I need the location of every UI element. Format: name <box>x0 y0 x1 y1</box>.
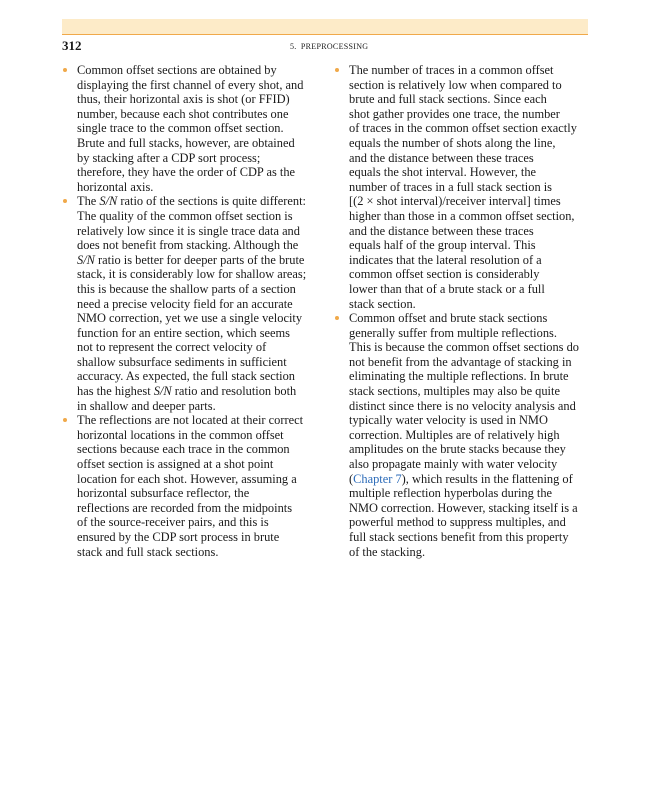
text-line: horizontal axis. <box>77 179 154 194</box>
bullet-dot-icon <box>63 68 67 72</box>
text-line: also propagate mainly with water velocity <box>349 457 558 472</box>
text-line: multiple reflection hyperbolas during the <box>349 486 553 501</box>
text-line: in shallow and deeper parts. <box>77 398 216 413</box>
bullet-dot-icon <box>63 418 67 422</box>
text-line: indicates that the lateral resolution of a <box>349 252 542 267</box>
text-line: shot gather provides one trace, the number <box>349 106 560 121</box>
text-line: displaying the first channel of every shot, and <box>77 77 304 92</box>
text-line: This is because the common offset sections do <box>349 340 579 355</box>
text-line: equals the shot interval. However, the <box>349 165 537 180</box>
text-line: this is because the shallow parts of a section <box>77 281 296 296</box>
text-line: NMO correction. However, stacking itself is a <box>349 500 578 515</box>
right-column <box>334 63 586 559</box>
text-line: The reflections are not located at their correct <box>77 413 304 428</box>
text-line: The S/N ratio of the sections is quite different: <box>77 194 306 209</box>
text-line: typically water velocity is used in NMO <box>349 413 548 428</box>
text-line: and the distance between these traces <box>349 150 534 165</box>
text-line: common offset section is considerably <box>349 267 540 282</box>
text-line: need a precise velocity field for an accurate <box>77 296 293 311</box>
text-line: generally suffer from multiple reflections. <box>349 325 557 340</box>
text-line: single trace to the common offset section. <box>77 121 284 136</box>
text-line: horizontal locations in the common offset <box>77 427 284 442</box>
text-line: stack sections, multiples may also be quite <box>349 384 560 399</box>
text-line: lower than that of a brute stack or a full <box>349 281 545 296</box>
text-line: amplitudes on the brute stacks because they <box>349 442 566 457</box>
text-line: number of traces in a full stack section is <box>349 179 553 194</box>
text-line: horizontal subsurface reflector, the <box>77 486 250 501</box>
header-band <box>62 19 588 34</box>
text-line: has the highest S/N ratio and resolution both <box>77 384 297 399</box>
right-bullet-list <box>334 63 586 559</box>
text-line: powerful method to suppress multiples, and <box>349 515 566 530</box>
text-line: NMO correction, yet we use a single velocity <box>77 311 303 326</box>
bullet-item <box>62 413 314 559</box>
text-line: equals the number of shots along the line, <box>349 135 556 150</box>
text-line: function for an entire section, which seems <box>77 325 290 340</box>
text-line: accuracy. As expected, the full stack section <box>77 369 296 384</box>
text-line: S/N ratio is better for deeper parts of the brute <box>77 252 305 267</box>
text-line: section is relatively low when compared to <box>349 77 562 92</box>
text-line: full stack sections benefit from this property <box>349 530 569 544</box>
bullet-dot-icon <box>335 316 339 320</box>
page-number: 312 <box>62 38 82 53</box>
running-head: 5. PREPROCESSING <box>290 42 369 51</box>
text-line: does not benefit from stacking. Although the <box>77 238 299 253</box>
text-line: The quality of the common offset section is <box>77 208 293 223</box>
text-line: number, because each shot contributes one <box>77 106 289 121</box>
text-line: location for each shot. However, assuming a <box>77 471 297 486</box>
text-line: reflections are recorded from the midpoints <box>77 500 293 515</box>
text-line: not to represent the correct velocity of <box>77 340 267 355</box>
text-line: correction. Multiples are of relatively high <box>349 427 560 442</box>
text-line: equals half of the group interval. This <box>349 238 536 253</box>
text-line: and the distance between these traces <box>349 223 534 238</box>
text-line: stack and full stack sections. <box>77 544 219 559</box>
left-bullet-list <box>62 63 314 559</box>
text-line: of traces in the common offset section exactly <box>349 121 577 136</box>
text-line: shallow subsurface sediments in sufficient <box>77 354 287 369</box>
text-line: [(2 × shot interval)/receiver interval] times <box>349 194 561 209</box>
chapter-7-link[interactable]: Chapter 7 <box>353 471 402 486</box>
text-line: of the source-receiver pairs, and this is <box>77 515 269 530</box>
text-line: thus, their horizontal axis is shot (or FFID) <box>77 92 290 107</box>
text-line: brute and full stack sections. Since each <box>349 92 547 107</box>
bullet-item <box>334 63 586 311</box>
text-line: Common offset sections are obtained by <box>77 63 277 77</box>
text-line: relatively low since it is single trace data and <box>77 223 300 238</box>
bullet-dot-icon <box>63 199 67 203</box>
text-line: Brute and full stacks, however, are obtained <box>77 135 295 150</box>
text-line: ensured by the CDP sort process in brute <box>77 530 280 544</box>
text-line: by stacking after a CDP sort process; <box>77 150 261 165</box>
text-line: sections because each trace in the common <box>77 442 290 457</box>
text-line: (Chapter 7), which results in the flattening of <box>349 471 573 486</box>
bullet-dot-icon <box>335 68 339 72</box>
bullet-item <box>62 63 314 194</box>
left-column <box>62 63 314 559</box>
text-line: stack section. <box>349 296 416 311</box>
text-line: eliminating the multiple reflections. In brute <box>349 369 569 384</box>
text-line: stack, it is considerably low for shallow areas; <box>77 267 307 282</box>
bullet-item <box>334 311 586 559</box>
text-line: offset section is assigned at a shot point <box>77 457 274 472</box>
text-line: Common offset and brute stack sections <box>349 311 548 326</box>
text-line: distinct since there is no velocity analysis and <box>349 398 576 413</box>
text-line: The number of traces in a common offset <box>349 63 554 77</box>
text-line: higher than those in a common offset section, <box>349 208 575 223</box>
text-line: of the stacking. <box>349 544 426 559</box>
text-line: therefore, they have the order of CDP as the <box>77 165 296 180</box>
text-line: not benefit from the advantage of stacking in <box>349 354 572 369</box>
header-rule <box>62 34 588 35</box>
bullet-item <box>62 194 314 413</box>
